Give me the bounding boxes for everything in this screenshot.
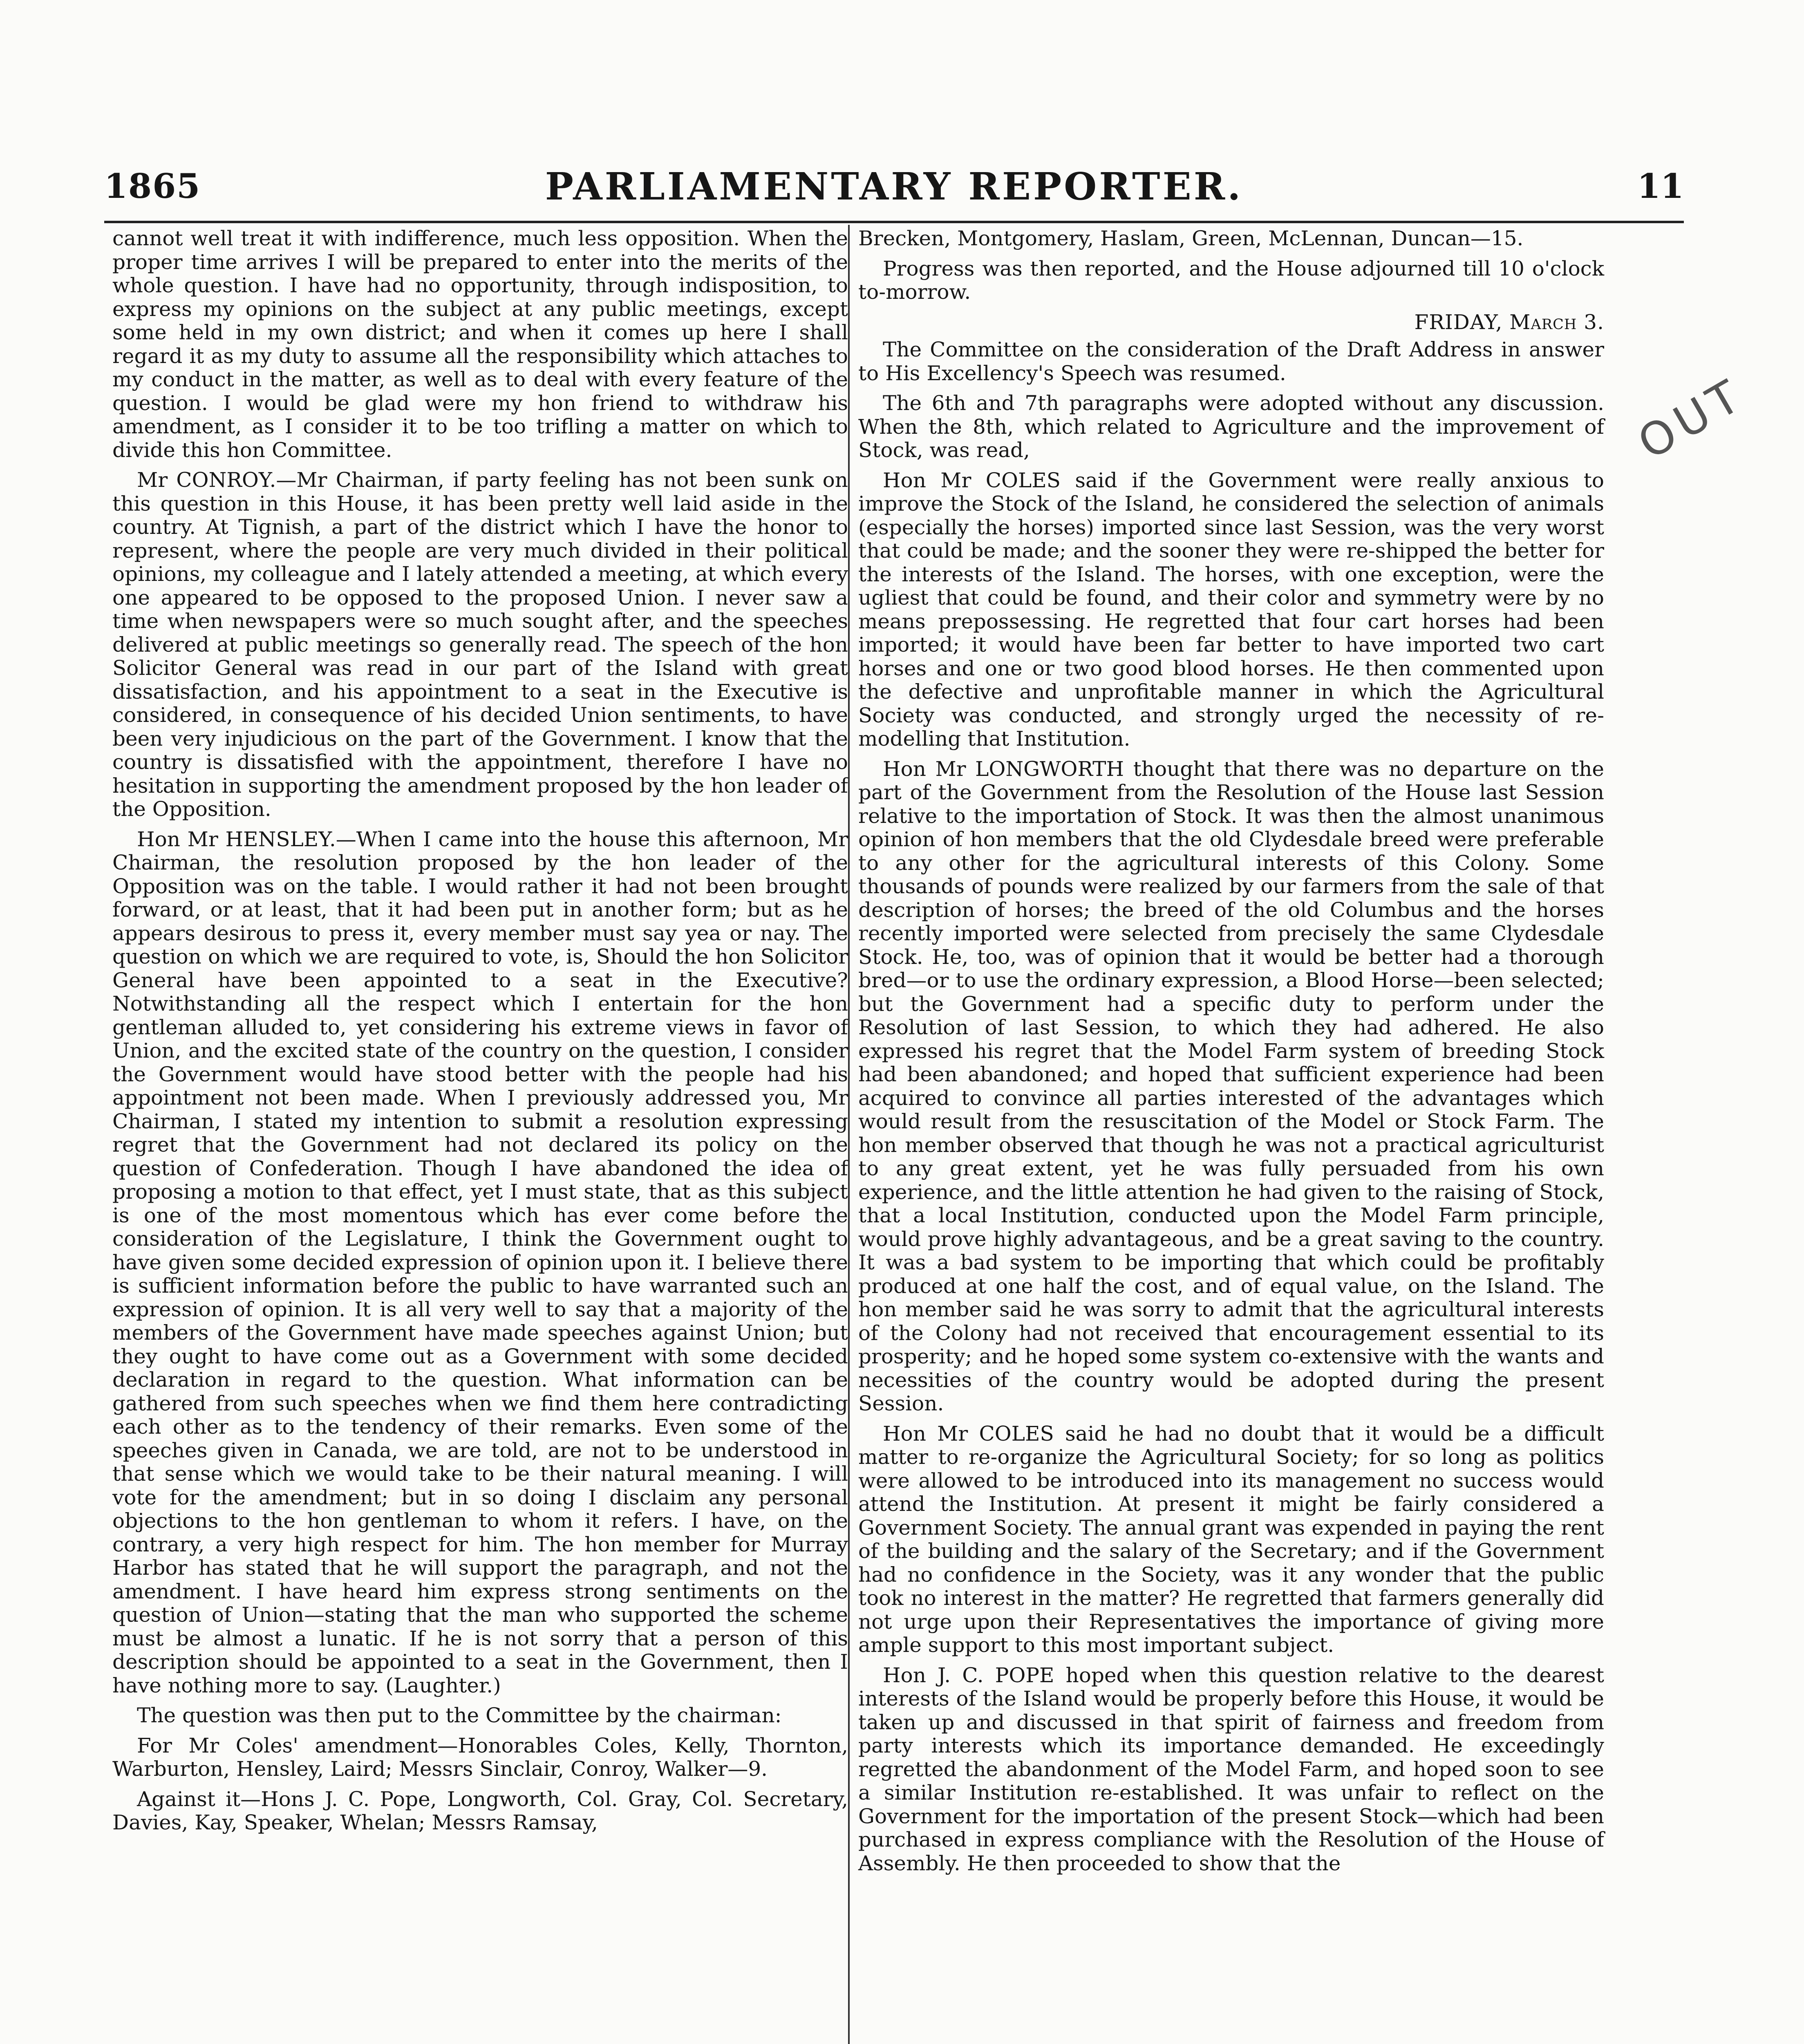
paragraph: Hon J. C. POPE hoped when this question relative to the dearest interests of the Island would be properly before this House, it would be taken up and discussed in that spirit of fairness and freedom from party interests which its importance demanded. He exceedingly regretted the abandonment of the Model Farm, and hoped soon to see a similar Institution re-established. It was unfair to reflect on the Government for the importation of the present Stock—which had been purchased in express compliance with the Resolution of the House of Assembly. He then proceeded to show that the: [858, 1663, 1604, 1875]
paragraph: cannot well treat it with indifference, much less opposition. When the proper time arrives I will be prepared to enter into the merits of the whole question. I have had no opportunity, through indisposition, to express my opinions on the subject at any public meetings, except some held in my own district; and when it comes up here I shall regard it as my duty to assume all the responsibility which attaches to my conduct in the matter, as well as to deal with every feature of the question. I would be glad were my hon friend to withdraw his amendment, as I consider it to be too trifling a matter on which to divide this hon Committee.: [112, 226, 848, 462]
page-header: [104, 159, 1684, 220]
paragraph: Hon Mr COLES said if the Government were really anxious to improve the Stock of the Island, he considered the selection of animals (especially the horses) imported since last Session, was the very worst that could be made; and the sooner they were re-shipped the better for the interests of the Island. The horses, with one exception, were the ugliest that could be found, and their color and symmetry were by no means prepossessing. He regretted that four cart horses had been imported; it would have been far better to have imported two cart horses and one or two good blood horses. He then commented upon the defective and unprofitable manner in which the Agricultural Society was conducted, and strongly urged the necessity of re-modelling that Institution.: [858, 468, 1604, 751]
paragraph: The Committee on the consideration of the Draft Address in answer to His Excellency's Speech was resumed.: [858, 338, 1604, 385]
adjournment-note: Progress was then reported, and the House adjourned till 10 o'clock to-morrow.: [858, 256, 1604, 304]
dateline: FRIDAY, March 3.: [1414, 310, 1604, 334]
vote-against-list: Against it—Hons J. C. Pope, Longworth, Col. Gray, Col. Secretary, Davies, Kay, Speaker, Whelan; Messrs Ramsay,: [112, 1787, 848, 1834]
vote-for-list: For Mr Coles' amendment—Honorables Coles, Kelly, Thornton, Warburton, Hensley, Laird; Messrs Sinclair, Conroy, Walker—9.: [112, 1733, 848, 1781]
paragraph: Hon Mr COLES said he had no doubt that it would be a difficult matter to re-organize the Agricultural Society; for so long as politics were allowed to be introduced into its management no success would attend the Institution. At present it might be fairly considered a Government Society. The annual grant was expended in paying the rent of the building and the salary of the Secretary; and if the Government had no confidence in the Society, was it any wonder that the public took no interest in the matter? He regretted that farmers generally did not urge upon their Representatives the importance of giving more ample support to this most important subject.: [858, 1421, 1604, 1657]
paragraph: Mr CONROY.—Mr Chairman, if party feeling has not been sunk on this question in this House, it has been pretty well laid aside in the country. At Tignish, a part of the district which I have the honor to represent, where the people are very much divided in their political opinions, my colleague and I lately attended a meeting, at which every one appeared to be opposed to the proposed Union. I never saw a time when newspapers were so much sought after, and the speeches delivered at public meetings so generally read. The speech of the hon Solicitor General was read in our part of the Island with great dissatisfaction, and his appointment to a seat in the Executive is considered, in consequence of his decided Union sentiments, to have been very injudicious on the part of the Government. I know that the country is dissatisfied with the appointment, therefore I have no hesitation in supporting the amendment proposed by the hon leader of the Opposition.: [112, 468, 848, 821]
page-number: 11: [1637, 167, 1684, 206]
handwritten-margin-note: OUT: [1629, 368, 1753, 470]
paragraph: Hon Mr LONGWORTH thought that there was no departure on the part of the Government from the Resolution of the House last Session relative to the importation of Stock. It was then the almost unanimous opinion of hon members that the old Clydesdale breed were preferable to any other for the agricultural interests of this Colony. Some thousands of pounds were realized by our farmers from the sale of that description of horses; the breed of the old Columbus and the horses recently imported were selected from precisely the same Clydesdale Stock. He, too, was of opinion that it would be better had a thorough bred—or to use the ordinary expression, a Blood Horse—been selected; but the Government had a specific duty to perform under the Resolution of last Session, to which they had adhered. He also expressed his regret that the Model Farm system of breeding Stock had been abandoned; and hoped that sufficient experience had been acquired to convince all parties interested of the advantages which would result from the resuscitation of the Model or Stock Farm. The hon member observed that though he was not a practical agriculturist to any great extent, yet he was fully persuaded from his own experience, and the little attention he had given to the raising of Stock, that a local Institution, conducted upon the Model Farm principle, would prove highly advantageous, and be a great saving to the country. It was a bad system to be importing that which could be profitably produced at one half the cost, and of equal value, on the Island. The hon member said he was sorry to admit that the agricultural interests of the Colony had not received that encouragement essential to its prosperity; and he hoped some system co-extensive with the wants and necessities of the country would be adopted during the present Session.: [858, 757, 1604, 1415]
header-title: PARLIAMENTARY REPORTER.: [545, 164, 1243, 208]
vote-continuation: Brecken, Montgomery, Haslam, Green, McLennan, Duncan—15.: [858, 226, 1524, 250]
column-divider: [848, 225, 850, 2044]
header-rule: [104, 221, 1684, 223]
header-year: 1865: [104, 167, 201, 206]
paragraph: Hon Mr HENSLEY.—When I came into the house this afternoon, Mr Chairman, the resolution proposed by the hon leader of the Opposition was on the table. I would rather it had not been brought forward, or at least, that it had been put in another form; but as he appears desirous to press it, every member must say yea or nay. The question on which we are required to vote, is, Should the hon Solicitor General have been appointed to a seat in the Executive? Notwithstanding all the respect which I entertain for the hon gentleman alluded to, yet considering his extreme views in favor of Union, and the excited state of the country on the question, I consider the Government would have stood better with the people had his appointment not been made. When I previously addressed you, Mr Chairman, I stated my intention to submit a resolution expressing regret that the Government had not declared its policy on the question of Confederation. Though I have abandoned the idea of proposing a motion to that effect, yet I must state, that as this subject is one of the most momentous which has ever come before the consideration of the Legislature, I think the Government ought to have given some decided expression of opinion upon it. I believe there is sufficient information before the public to have warranted such an expression of opinion. It is all very well to say that a majority of the members of the Government have made speeches against Union; but they ought to have come out as a Government with some decided declaration in regard to the question. What information can be gathered from such speeches when we find them here contradicting each other as to the tendency of their remarks. Even some of the speeches given in Canada, we are told, are not to be understood in that sense which we would take to be their natural meaning. I will vote for the amendment; but in so doing I disclaim any personal objections to the hon gentleman to whom it refers. I have, on the contrary, a very high respect for him. The hon member for Murray Harbor has stated that he will support the paragraph, and not the amendment. I have heard him express strong sentiments on the question of Union—stating that the man who supported the scheme must be almost a lunatic. If he is not sorry that a person of this description should be appointed to a seat in the Government, then I have nothing more to say. (Laughter.): [112, 827, 848, 1697]
left-column: [112, 227, 848, 1841]
paragraph: The 6th and 7th paragraphs were adopted without any discussion. When the 8th, which related to Agriculture and the improvement of Stock, was read,: [858, 391, 1604, 462]
right-column: [858, 227, 1604, 1882]
paragraph: The question was then put to the Committee by the chairman:: [137, 1703, 782, 1727]
